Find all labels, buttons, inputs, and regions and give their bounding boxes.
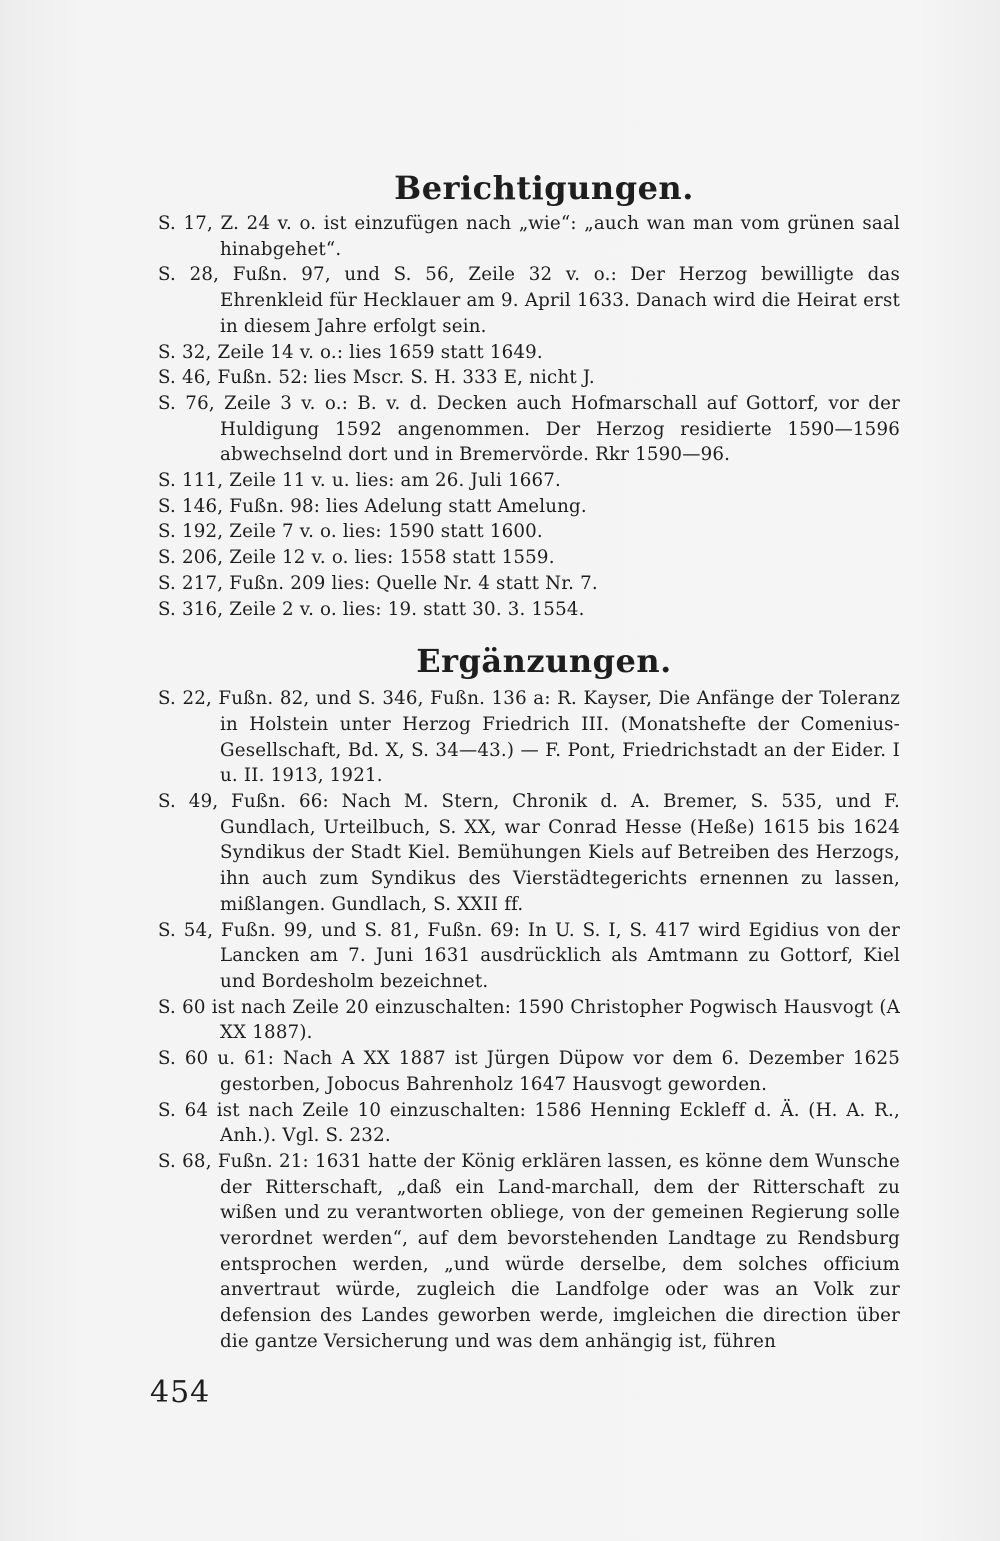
addition-entry: S. 54, Fußn. 99, und S. 81, Fußn. 69: In U. S. I, S. 417 wird Egidius von der Lancken am 7. Juni 1631 ausdrücklich als Amtmann zu Gottorf, Kiel und Bordesholm bezeichnet. [158, 919, 900, 992]
correction-entry: S. 316, Zeile 2 v. o. lies: 19. statt 30. 3. 1554. [158, 598, 585, 620]
correction-entry: S. 217, Fußn. 209 lies: Quelle Nr. 4 statt Nr. 7. [158, 572, 598, 594]
correction-entry: S. 76, Zeile 3 v. o.: B. v. d. Decken auch Hofmarschall auf Gottorf, vor der Huldigung 1592 angenommen. Der Herzog residierte 1590—1596 abwechselnd dort und in Bremervörde. Rkr 1590—96. [158, 392, 900, 466]
correction-entry: S. 17, Z. 24 v. o. ist einzufügen nach „wie“: „auch wan man vom grünen saal hinabgehet“. [158, 213, 900, 260]
corrections-list [158, 211, 900, 622]
correction-entry: S. 46, Fußn. 52: lies Mscr. S. H. 333 E, nicht J. [158, 367, 595, 389]
correction-entry: S. 32, Zeile 14 v. o.: lies 1659 statt 1649. [158, 341, 543, 363]
addition-entry: S. 22, Fußn. 82, und S. 346, Fußn. 136 a: R. Kayser, Die Anfänge der Toleranz in Holstein unter Herzog Friedrich III. (Monatshefte der Comenius-Gesellschaft, Bd. X, S. 34—43.) — F. Pont, Friedrichstadt an der Eider. I u. II. 1913, 1921. [158, 688, 900, 787]
page-number: 454 [150, 1375, 211, 1410]
section-title-additions: Ergänzungen. [416, 642, 672, 681]
addition-entry: S. 60 u. 61: Nach A XX 1887 ist Jürgen Düpow vor dem 6. Dezember 1625 gestorben, Jobocus Bahrenholz 1647 Hausvogt geworden. [158, 1048, 900, 1095]
correction-entry: S. 192, Zeile 7 v. o. lies: 1590 statt 1600. [158, 521, 543, 543]
addition-entry: S. 64 ist nach Zeile 10 einzuschalten: 1586 Henning Eckleff d. Ä. (H. A. R., Anh.). Vgl. S. 232. [158, 1099, 900, 1147]
page-content [158, 166, 900, 1355]
addition-entry: S. 60 ist nach Zeile 20 einzuschalten: 1590 Christopher Pogwisch Hausvogt (A XX 1887). [158, 996, 900, 1044]
correction-entry: S. 28, Fußn. 97, und S. 56, Zeile 32 v. o.: Der Herzog bewilligte das Ehrenkleid für Hecklauer am 9. April 1633. Danach wird die Heirat erst in diesem Jahre erfolgt sein. [158, 264, 900, 337]
section-title-corrections: Berichtigungen. [394, 169, 694, 207]
additions-list [158, 686, 900, 1354]
addition-entry: S. 49, Fußn. 66: Nach M. Stern, Chronik d. A. Bremer, S. 535, und F. Gundlach, Urteilbuch, S. XX, war Conrad Hesse (Heße) 1615 bis 1624 Syndikus der Stadt Kiel. Bemühungen Kiels auf Betreiben des Herzogs, ihn auch zum Syndikus des Vierstädtegerichts ernennen zu lassen, mißlangen. Gundlach, S. XXII ff. [158, 791, 900, 915]
addition-entry: S. 68, Fußn. 21: 1631 hatte der König erklären lassen, es könne dem Wunsche der Ritterschaft, „daß ein Land-marchall, dem der Ritterschaft zu wißen und zu verantworten obliege, von der gemeinen Regierung solle verordnet werden“, auf dem bevorstehenden Landtage zu Rendsburg entsprochen werden, „und würde derselbe, dem solches officium anvertraut würde, zugleich die Landfolge oder was an Volk zur defension des Landes geworben werde, imgleichen die direction über die gantze Versicherung und was dem anhängig ist, führen [158, 1150, 900, 1352]
correction-entry: S. 206, Zeile 12 v. o. lies: 1558 statt 1559. [158, 547, 555, 569]
correction-entry: S. 146, Fußn. 98: lies Adelung statt Amelung. [158, 495, 587, 517]
correction-entry: S. 111, Zeile 11 v. u. lies: am 26. Juli 1667. [158, 470, 562, 492]
